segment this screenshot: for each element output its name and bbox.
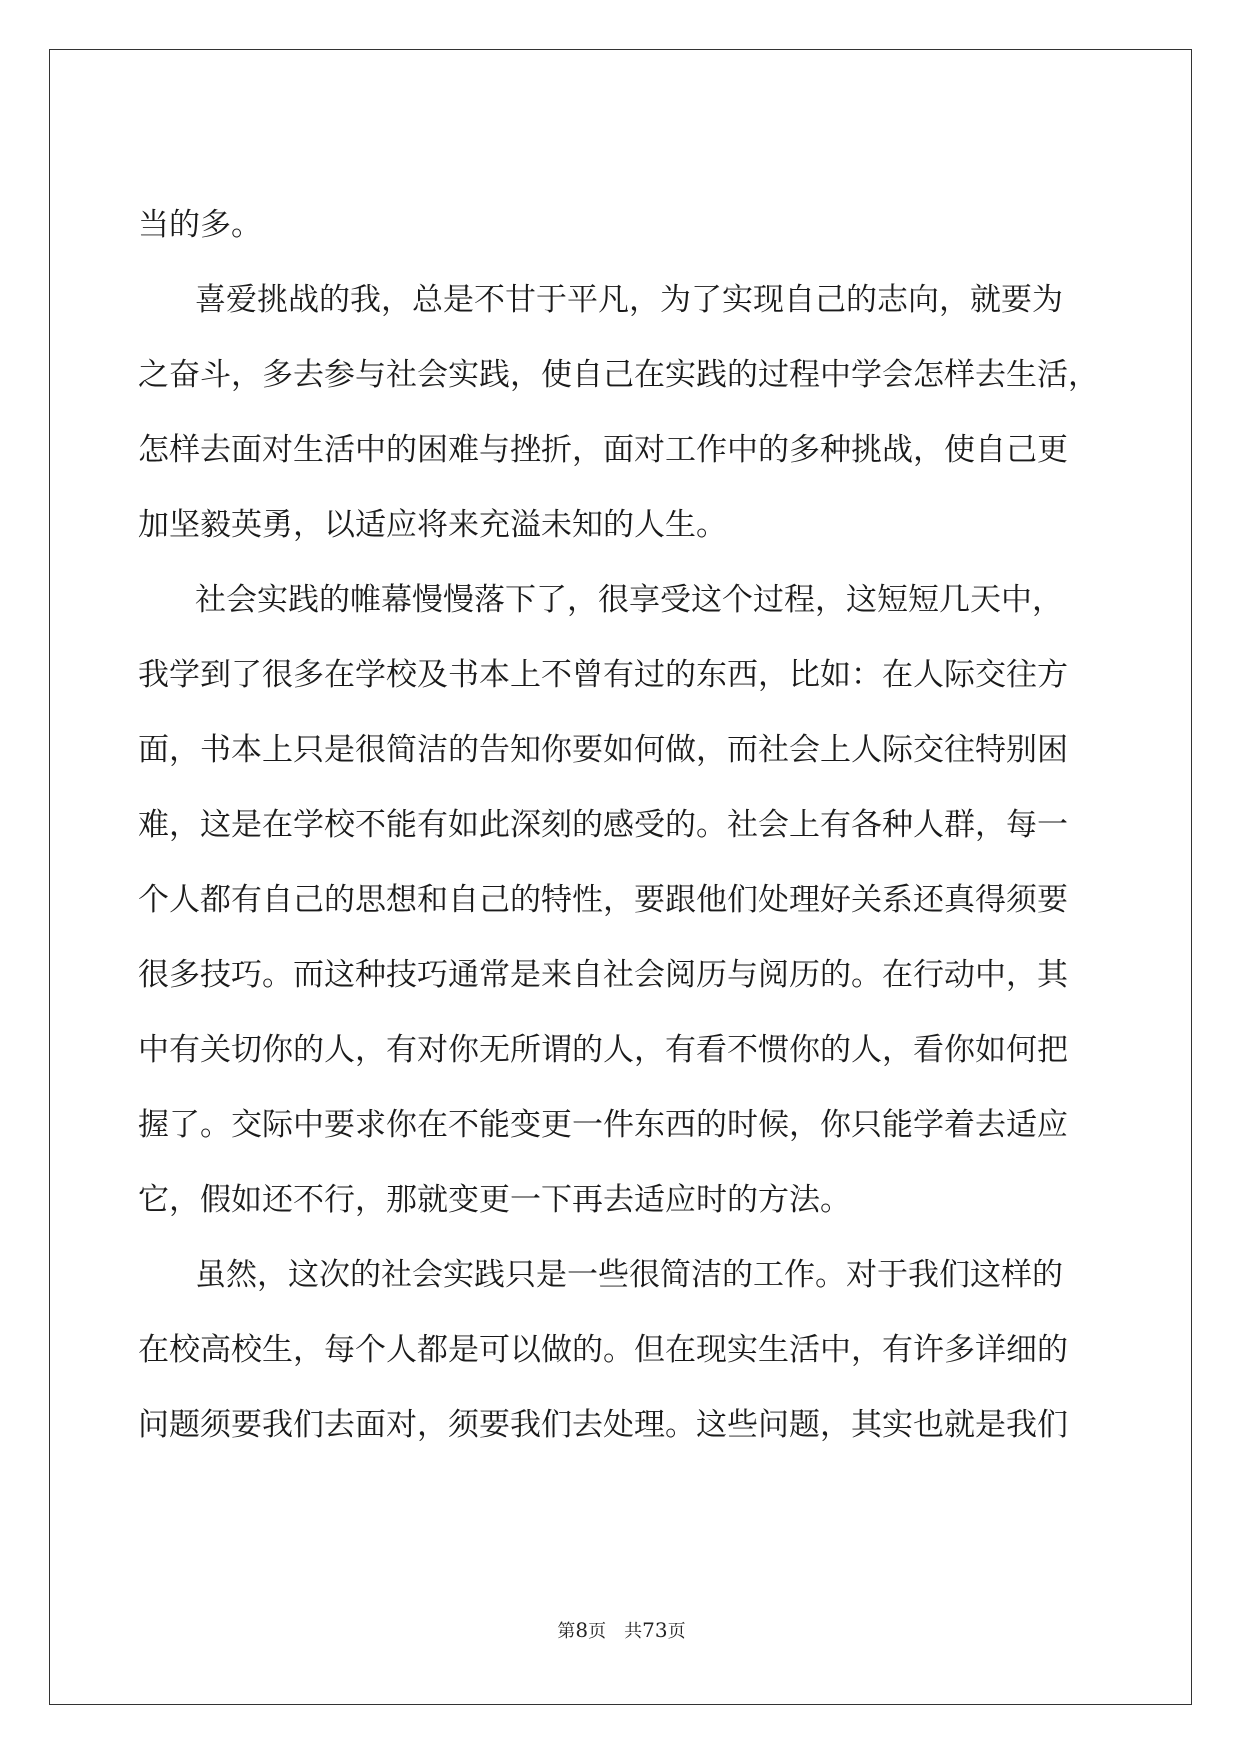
body-line-4: 怎样去面对生活中的困难与挫折，面对工作中的多种挑战，使自己更 [138,432,1068,468]
body-line-8: 面，书本上只是很简洁的告知你要如何做，而社会上人际交往特别困 [138,732,1068,768]
body-line-13: 握了。交际中要求你在不能变更一件东西的时候，你只能学着去适应 [138,1107,1068,1143]
body-line-6: 社会实践的帷幕慢慢落下了，很享受这个过程，这短短几天中， [195,582,1063,618]
body-line-2: 喜爱挑战的我，总是不甘于平凡，为了实现自己的志向，就要为 [195,282,1063,318]
body-line-3: 之奋斗，多去参与社会实践，使自己在实践的过程中学会怎样去生活， [138,357,1099,393]
body-line-17: 问题须要我们去面对，须要我们去处理。这些问题，其实也就是我们 [138,1407,1068,1443]
total-pages: 73 [642,1618,668,1642]
page-frame [49,49,1192,1705]
total-suffix: 页 [667,1621,686,1642]
body-line-7: 我学到了很多在学校及书本上不曾有过的东西，比如：在人际交往方 [138,657,1068,693]
body-line-16: 在校高校生，每个人都是可以做的。但在现实生活中，有许多详细的 [138,1332,1068,1368]
body-line-5: 加坚毅英勇，以适应将来充溢未知的人生。 [138,507,727,543]
total-prefix: 共 [624,1621,643,1642]
body-line-12: 中有关切你的人，有对你无所谓的人，有看不惯你的人，看你如何把 [138,1032,1068,1068]
body-line-14: 它，假如还不行，那就变更一下再去适应时的方法。 [138,1182,851,1218]
body-line-11: 很多技巧。而这种技巧通常是来自社会阅历与阅历的。在行动中，其 [138,957,1068,993]
page-number: 8 [575,1618,589,1642]
body-line-9: 难，这是在学校不能有如此深刻的感受的。社会上有各种人群，每一 [138,807,1068,843]
page-prefix: 第 [557,1621,576,1642]
page-suffix: 页 [588,1621,607,1642]
body-line-1: 当的多。 [138,207,262,243]
body-line-15: 虽然，这次的社会实践只是一些很简洁的工作。对于我们这样的 [195,1257,1063,1293]
body-line-10: 个人都有自己的思想和自己的特性，要跟他们处理好关系还真得须要 [138,882,1068,918]
page-footer [50,1618,1193,1644]
